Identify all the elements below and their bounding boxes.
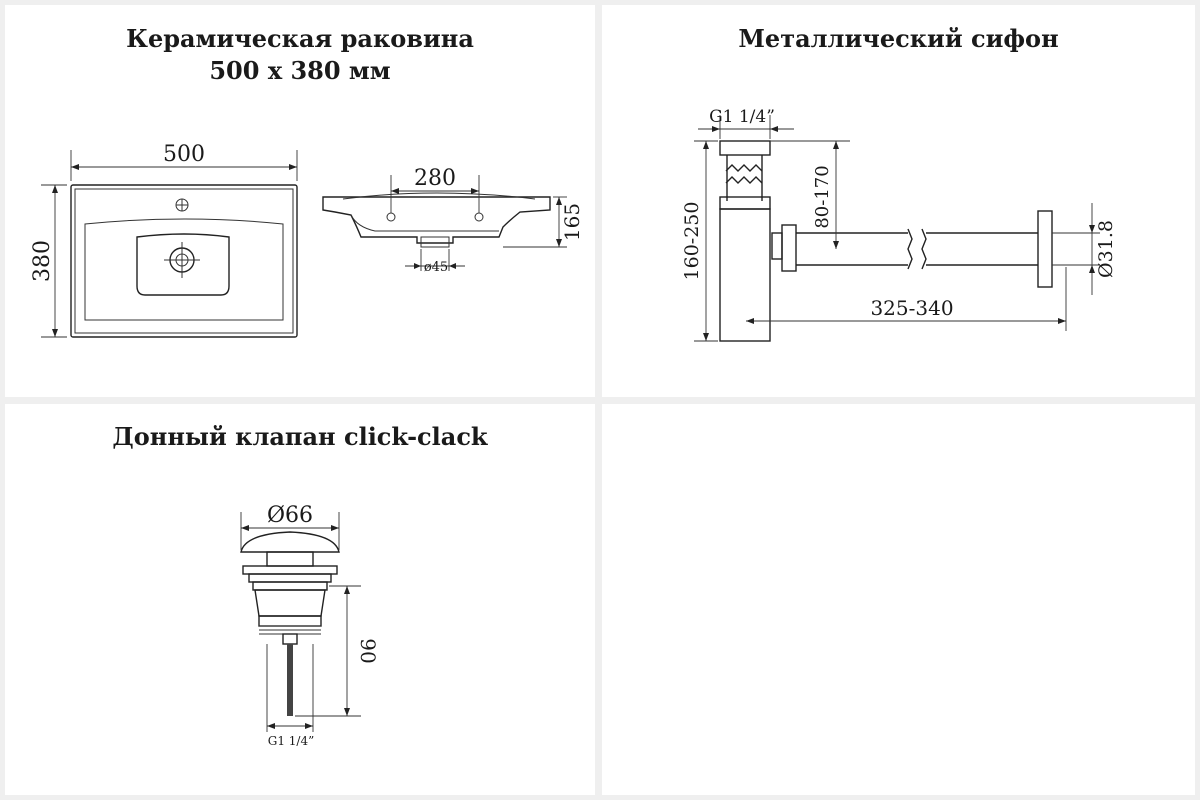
- sink-drain-label: ø45: [423, 260, 449, 275]
- sink-side-view: [323, 193, 550, 247]
- sink-width-label: 500: [163, 142, 205, 167]
- valve-drawing: [5, 404, 595, 795]
- valve-body: [241, 532, 339, 716]
- valve-title: Донный клапан click-clack: [112, 422, 488, 451]
- siphon-length-label: 325-340: [870, 296, 954, 320]
- siphon-title: Металлический сифон: [738, 24, 1059, 53]
- siphon-diameter-label: Ø31.8: [1095, 220, 1117, 278]
- siphon-drawing: [602, 5, 1195, 397]
- sink-title: Керамическая раковина 500 x 380 мм: [126, 24, 474, 85]
- sink-depth-label: 380: [30, 240, 55, 282]
- valve-cap-label: Ø66: [266, 503, 314, 528]
- sink-height-label: 165: [560, 202, 584, 242]
- siphon-panel: [602, 5, 1195, 397]
- siphon-thread-label: G1 1/4”: [709, 107, 775, 127]
- sink-panel: [5, 5, 595, 397]
- siphon-height-label: 160-250: [681, 201, 703, 281]
- valve-panel: [5, 404, 595, 795]
- valve-height-label: 90: [356, 638, 380, 664]
- siphon-adjust-label: 80-170: [812, 165, 833, 229]
- empty-panel: [602, 404, 1195, 795]
- sink-drawing: [5, 5, 595, 397]
- sink-top-view: [71, 185, 297, 337]
- sink-inner-label: 280: [414, 166, 456, 191]
- valve-thread-label: G1 1/4”: [267, 734, 315, 748]
